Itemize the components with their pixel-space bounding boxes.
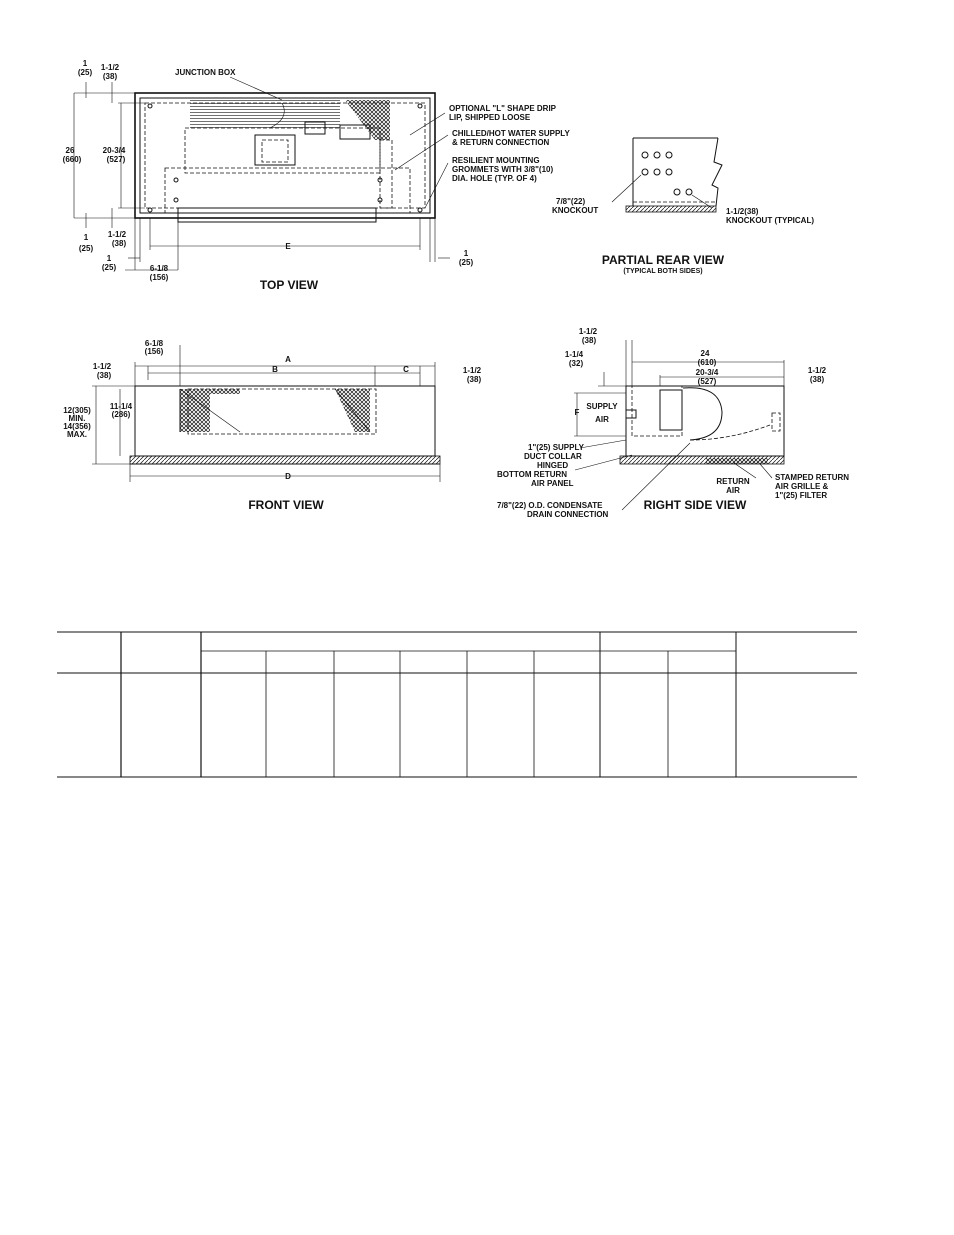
top-dim-26: 26: [65, 146, 75, 155]
drain-label-2: DRAIN CONNECTION: [527, 510, 609, 519]
top-dim-b1-mm: (25): [78, 244, 94, 253]
return-air-label-2: AIR: [726, 486, 740, 495]
front-dim-r112-mm: (38): [466, 375, 482, 384]
supply-air-label-2: AIR: [595, 415, 609, 424]
spec-table: [0, 625, 954, 785]
top-view: [63, 59, 571, 292]
top-dim-r1-mm: (25): [458, 258, 474, 267]
side-dim-l114-mm: (32): [568, 359, 584, 368]
side-dim-w2034: 20-3/4: [695, 368, 719, 377]
rear-view-title: PARTIAL REAR VIEW: [601, 253, 725, 267]
top-dim-2034: 20-3/4: [102, 146, 126, 155]
front-dim-d: D: [285, 472, 291, 481]
knockout-78-label-2: KNOCKOUT: [552, 206, 599, 215]
knockout-78-label-1: 7/8"(22): [556, 197, 586, 206]
knockout-112-label-2: KNOCKOUT (TYPICAL): [726, 216, 814, 225]
return-air-label-1: RETURN: [716, 477, 750, 486]
top-dim-1: 1: [82, 59, 88, 68]
front-view: [63, 339, 481, 512]
rear-view-subtitle: (TYPICAL BOTH SIDES): [623, 268, 703, 275]
top-dim-112: 1-1/2: [100, 63, 120, 72]
top-dim-e: E: [285, 242, 291, 251]
top-view-title: TOP VIEW: [259, 278, 319, 292]
top-dim-112-mm: (38): [102, 72, 118, 81]
rear-view: [552, 138, 814, 275]
top-dim-b1: 1: [83, 233, 89, 242]
side-view-title: RIGHT SIDE VIEW: [643, 498, 747, 512]
top-dim-26-mm: (660): [62, 155, 82, 164]
front-dim-a: A: [285, 355, 291, 364]
front-dim-h14: 14(356): [63, 422, 91, 431]
front-dim-618: 6-1/8: [144, 339, 164, 348]
top-dim-bb1: 1: [106, 254, 112, 263]
front-dim-l112: 1-1/2: [92, 362, 112, 371]
duct-collar-label-2: DUCT COLLAR: [524, 452, 582, 461]
top-dim-b112: 1-1/2: [107, 230, 127, 239]
top-dim-b112-mm: (38): [111, 239, 127, 248]
top-dim-r1: 1: [463, 249, 469, 258]
front-view-title: FRONT VIEW: [248, 498, 324, 512]
duct-collar-label-1: 1"(25) SUPPLY: [528, 443, 584, 452]
return-panel-label-3: AIR PANEL: [531, 479, 574, 488]
top-dim-618-mm: (156): [149, 273, 169, 282]
return-panel-label-2: BOTTOM RETURN: [497, 470, 568, 479]
front-dim-hmax: MAX.: [67, 430, 87, 439]
supply-air-label-1: SUPPLY: [586, 402, 618, 411]
side-dim-w24-mm: (610): [697, 358, 717, 367]
front-dim-r112: 1-1/2: [462, 366, 482, 375]
grille-label-3: 1"(25) FILTER: [775, 491, 828, 500]
return-panel-label-1: HINGED: [537, 461, 569, 470]
grille-label-2: AIR GRILLE &: [775, 482, 829, 491]
front-dim-b: B: [272, 365, 278, 374]
side-view: [497, 327, 849, 519]
side-dim-r112: 1-1/2: [807, 366, 827, 375]
side-dim-w2034-mm: (527): [697, 377, 717, 386]
side-dim-f: F: [574, 408, 580, 417]
side-dim-w24: 24: [700, 349, 710, 358]
water-conn-label-1: CHILLED/HOT WATER SUPPLY: [452, 129, 570, 138]
front-dim-618-mm: (156): [144, 347, 164, 356]
side-dim-l114: 1-1/4: [564, 350, 584, 359]
top-dim-618: 6-1/8: [149, 264, 169, 273]
front-dim-h12: 12(305): [63, 406, 91, 415]
grommets-label-2: GROMMETS WITH 3/8"(10): [452, 165, 554, 174]
top-dim-1-mm: (25): [77, 68, 93, 77]
front-dim-1114: 11-1/4: [109, 402, 133, 411]
drip-lip-label-2: LIP, SHIPPED LOOSE: [449, 113, 531, 122]
grille-label-1: STAMPED RETURN: [775, 473, 850, 482]
side-dim-r112-mm: (38): [809, 375, 825, 384]
top-dim-2034-mm: (527): [106, 155, 126, 164]
grommets-label-1: RESILIENT MOUNTING: [452, 156, 540, 165]
knockout-112-label-1: 1-1/2(38): [726, 207, 759, 216]
front-dim-1114-mm: (286): [111, 410, 131, 419]
grommets-label-3: DIA. HOLE (TYP. OF 4): [452, 174, 537, 183]
front-dim-hmin: MIN.: [68, 414, 86, 423]
water-conn-label-2: & RETURN CONNECTION: [452, 138, 550, 147]
drain-label-1: 7/8"(22) O.D. CONDENSATE: [497, 501, 603, 510]
junction-box-label: JUNCTION BOX: [175, 68, 236, 77]
front-dim-c: C: [403, 365, 409, 374]
front-dim-l112-mm: (38): [96, 371, 112, 380]
side-dim-t112: 1-1/2: [578, 327, 598, 336]
drip-lip-label-1: OPTIONAL "L" SHAPE DRIP: [449, 104, 557, 113]
top-dim-bb1-mm: (25): [101, 263, 117, 272]
side-dim-t112-mm: (38): [581, 336, 597, 345]
